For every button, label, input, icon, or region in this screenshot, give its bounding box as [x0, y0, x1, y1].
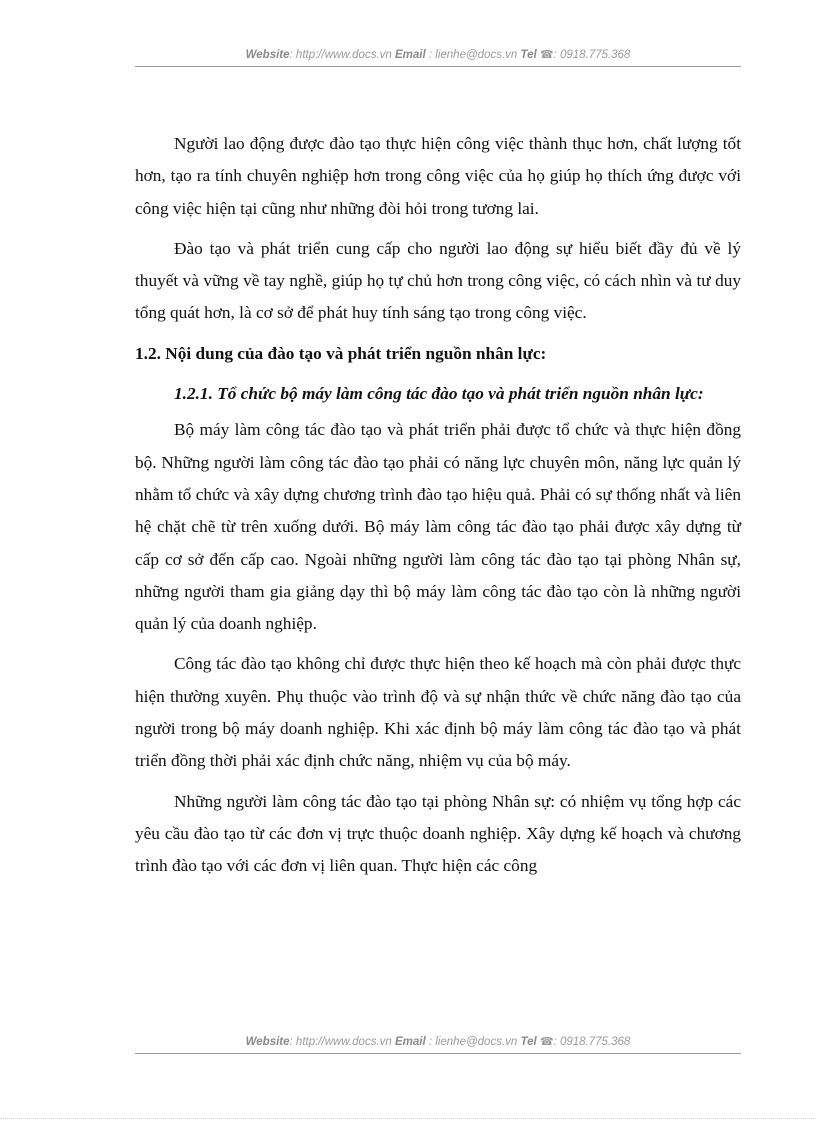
page-header	[135, 48, 741, 61]
paragraph-1: Người lao động được đào tạo thực hiện công việc thành thục hơn, chất lượng tốt hơn, tạo ra tính chuyên nghiệp hơn trong công việc của họ giúp họ thích ứng được với công việc hiện tại cũng như những đòi hỏi trong tương lai.	[135, 134, 741, 218]
footer-email-label: Email	[395, 1036, 426, 1048]
document-body	[135, 128, 741, 891]
subsection-heading-1-2-1: 1.2.1. Tổ chức bộ máy làm công tác đào tạo và phát triển nguồn nhân lực:	[174, 384, 704, 404]
section-heading-1-2: 1.2. Nội dung của đào tạo và phát triển nguồn nhân lực:	[135, 343, 547, 363]
phone-icon: ☎	[539, 49, 554, 61]
footer-tel-label: Tel	[520, 1036, 537, 1048]
paragraph-2: Đào tạo và phát triển cung cấp cho người lao động sự hiểu biết đầy đủ về lý thuyết và vững về tay nghề, giúp họ tự chủ hơn trong công việc, có cách nhìn và tư duy tổng quát hơn, là cơ sở để phát huy tính sáng tạo trong công việc.	[135, 238, 741, 323]
footer-website-label: Website	[245, 1036, 290, 1048]
header-divider	[135, 66, 741, 67]
footer-tel-value: : 0918.775.368	[553, 1036, 631, 1048]
header-email-label: Email	[395, 49, 426, 61]
header-email-value: : lienhe@docs.vn	[428, 49, 518, 61]
paragraph-5: Những người làm công tác đào tạo tại phòng Nhân sự: có nhiệm vụ tổng hợp các yêu cầu đào tạo từ các đơn vị trực thuộc doanh nghiệp. Xây dựng kế hoạch và chương trình đào tạo với các đơn vị liên quan. Thực hiện các công	[135, 791, 741, 876]
header-website-label: Website	[245, 49, 290, 61]
phone-icon: ☎	[539, 1036, 554, 1048]
header-website-value: : http://www.docs.vn	[289, 49, 392, 61]
page-boundary	[0, 1118, 816, 1119]
footer-email-value: : lienhe@docs.vn	[428, 1036, 518, 1048]
header-tel-value: : 0918.775.368	[553, 49, 631, 61]
header-tel-label: Tel	[520, 49, 537, 61]
paragraph-3: Bộ máy làm công tác đào tạo và phát triển phải được tổ chức và thực hiện đồng bộ. Những người làm công tác đào tạo phải có năng lực chuyên môn, năng lực quản lý nhằm tổ chức và xây dựng chương trình đào tạo hiệu quả. Phải có sự thống nhất và liên hệ chặt chẽ từ trên xuống dưới. Bộ máy làm công tác đào tạo phải được xây dựng từ cấp cơ sở đến cấp cao. Ngoài những người làm công tác đào tạo tại phòng Nhân sự, những người tham gia giảng dạy thì bộ máy làm công tác đào tạo còn là những người quản lý của doanh nghiệp.	[135, 420, 741, 634]
paragraph-4: Công tác đào tạo không chỉ được thực hiện theo kế hoạch mà còn phải được thực hiện thường xuyên. Phụ thuộc vào trình độ và sự nhận thức về chức năng đào tạo của người trong bộ máy doanh nghiệp. Khi xác định bộ máy làm công tác đào tạo và phát triển đồng thời phải xác định chức năng, nhiệm vụ của bộ máy.	[135, 654, 741, 771]
page-footer	[135, 1035, 741, 1048]
footer-website-value: : http://www.docs.vn	[289, 1036, 392, 1048]
footer-divider	[135, 1053, 741, 1054]
